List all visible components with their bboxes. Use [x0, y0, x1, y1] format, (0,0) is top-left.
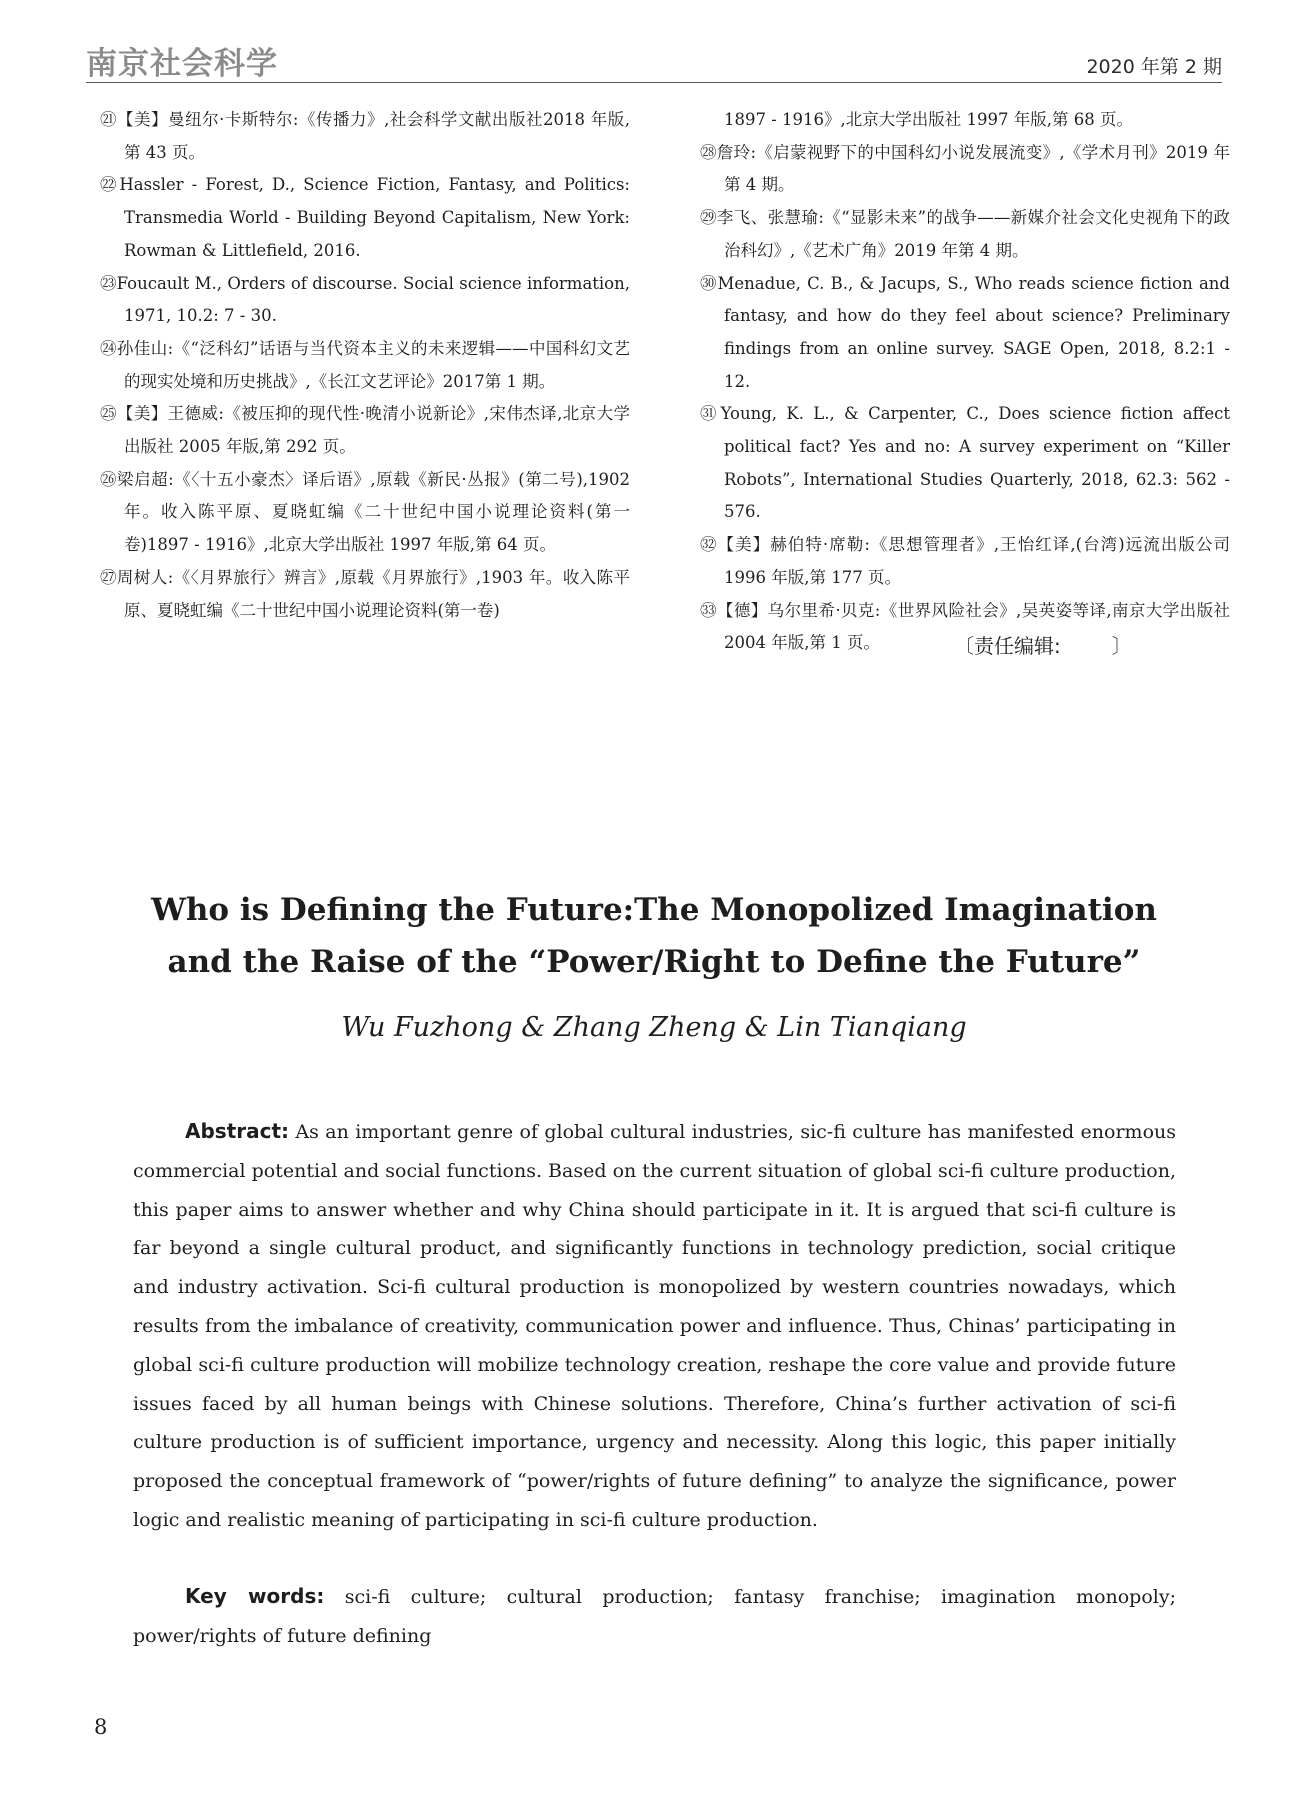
journal-name: 南京社会科学 [86, 46, 278, 82]
footnote: ㉜【美】赫伯特·席勒:《思想管理者》,王怡红译,(台湾)远流出版公司 1996 年版,第 177 页。 [700, 535, 1230, 587]
abstract-label: Abstract: [185, 1119, 290, 1143]
footnote: ㉖梁启超:《〈十五小豪杰〉译后语》,原载《新民·丛报》(第二号),1902 年。收入陈平原、夏晓虹编《二十世纪中国小说理论资料(第一卷)1897 - 1916》,北京大学出版社 1997 年版,第 64 页。 [100, 469, 630, 555]
abstract [133, 1112, 1176, 1540]
footnote: ㉗周树人:《〈月界旅行〉辨言》,原载《月界旅行》,1903 年。收入陈平原、夏晓虹编《二十世纪中国小说理论资料(第一卷) [100, 567, 630, 620]
footnote: ㉘詹玲:《启蒙视野下的中国科幻小说发展流变》,《学术月刊》2019 年第 4 期。 [700, 142, 1230, 195]
keywords [133, 1577, 1176, 1656]
footnotes-left-column [100, 104, 630, 627]
footnote: ㉑【美】曼纽尔·卡斯特尔:《传播力》,社会科学文献出版社2018 年版,第 43 页。 [100, 110, 630, 162]
abstract-text: As an important genre of global cultural industries, sic-fi culture has manifested enormous commercial potential and social functions. Based on the current situation of global sci-fi culture production, this paper aims to answer whether and why China should participate in it. It is argued that sci-fi culture is far beyond a single cultural product, and significantly functions in technology prediction, social critique and industry activation. Sci-fi cultural production is monopolized by western countries nowadays, which results from the imbalance of creativity, communication power and influence. Thus, Chinas’ participating in global sci-fi culture production will mobilize technology creation, reshape the core value and provide future issues faced by all human beings with Chinese solutions. Therefore, China’s further activation of sci-fi culture production is of sufficient importance, urgency and necessity. Along this logic, this paper initially proposed the conceptual framework of “power/rights of future defining” to analyze the significance, power logic and realistic meaning of participating in sci-fi culture production. [133, 1121, 1176, 1531]
footnote: ㉛Young, K. L., & Carpenter, C., Does science fiction affect political fact? Yes and no: A survey experiment on “Killer Robots”, International Studies Quarterly, 2018, 62.3: 562 - 576. [700, 404, 1230, 522]
footnote: ㉓Foucault M., Orders of discourse. Social science information, 1971, 10.2: 7 - 30. [100, 273, 630, 326]
title-line-1: Who is Defining the Future:The Monopolized Imagination [151, 892, 1157, 928]
keywords-text: sci-fi culture; cultural production; fantasy franchise; imagination monopoly; power/rights of future defining [133, 1586, 1176, 1647]
footnote: ㉝【德】乌尔里希·贝克:《世界风险社会》,吴英姿等译,南京大学出版社 2004 年版,第 1 页。 [700, 600, 1230, 653]
article-authors: Wu Fuzhong & Zhang Zheng & Lin Tianqiang [341, 1012, 967, 1043]
footnote: ㉕【美】王德威:《被压抑的现代性·晚清小说新论》,宋伟杰译,北京大学出版社 2005 年版,第 292 页。 [100, 404, 630, 457]
responsible-editor: 〔责任编辑: 〕 [954, 634, 1132, 658]
keywords-label: Key words: [185, 1584, 325, 1608]
footnote: ㉚Menadue, C. B., & Jacups, S., Who reads science fiction and fantasy, and how do they feel about science? Preliminary findings from an online survey. SAGE Open, 2018, 8.2:1 - 12. [700, 273, 1230, 391]
issue-label: 2020 年第 2 期 [1086, 56, 1222, 78]
footnote: ㉔孙佳山:《“泛科幻”话语与当代资本主义的未来逻辑——中国科幻文艺的现实处境和历史挑战》,《长江文艺评论》2017第 1 期。 [100, 338, 630, 391]
footnote-continuation: 1897 - 1916》,北京大学出版社 1997 年版,第 68 页。 [724, 110, 1134, 129]
page-number: 8 [94, 1715, 108, 1739]
header-divider [86, 82, 1222, 83]
footnotes-right-column [700, 104, 1230, 660]
footnote: ㉒Hassler - Forest, D., Science Fiction, Fantasy, and Politics: Transmedia World - Building Beyond Capitalism, New York: Rowman & Littlefield, 2016. [100, 175, 630, 260]
title-line-2: and the Raise of the “Power/Right to Define the Future” [167, 944, 1141, 980]
footnote: ㉙李飞、张慧瑜:《“显影未来”的战争——新媒介社会文化史视角下的政治科幻》,《艺术广角》2019 年第 4 期。 [700, 208, 1230, 260]
article-title [130, 884, 1178, 988]
